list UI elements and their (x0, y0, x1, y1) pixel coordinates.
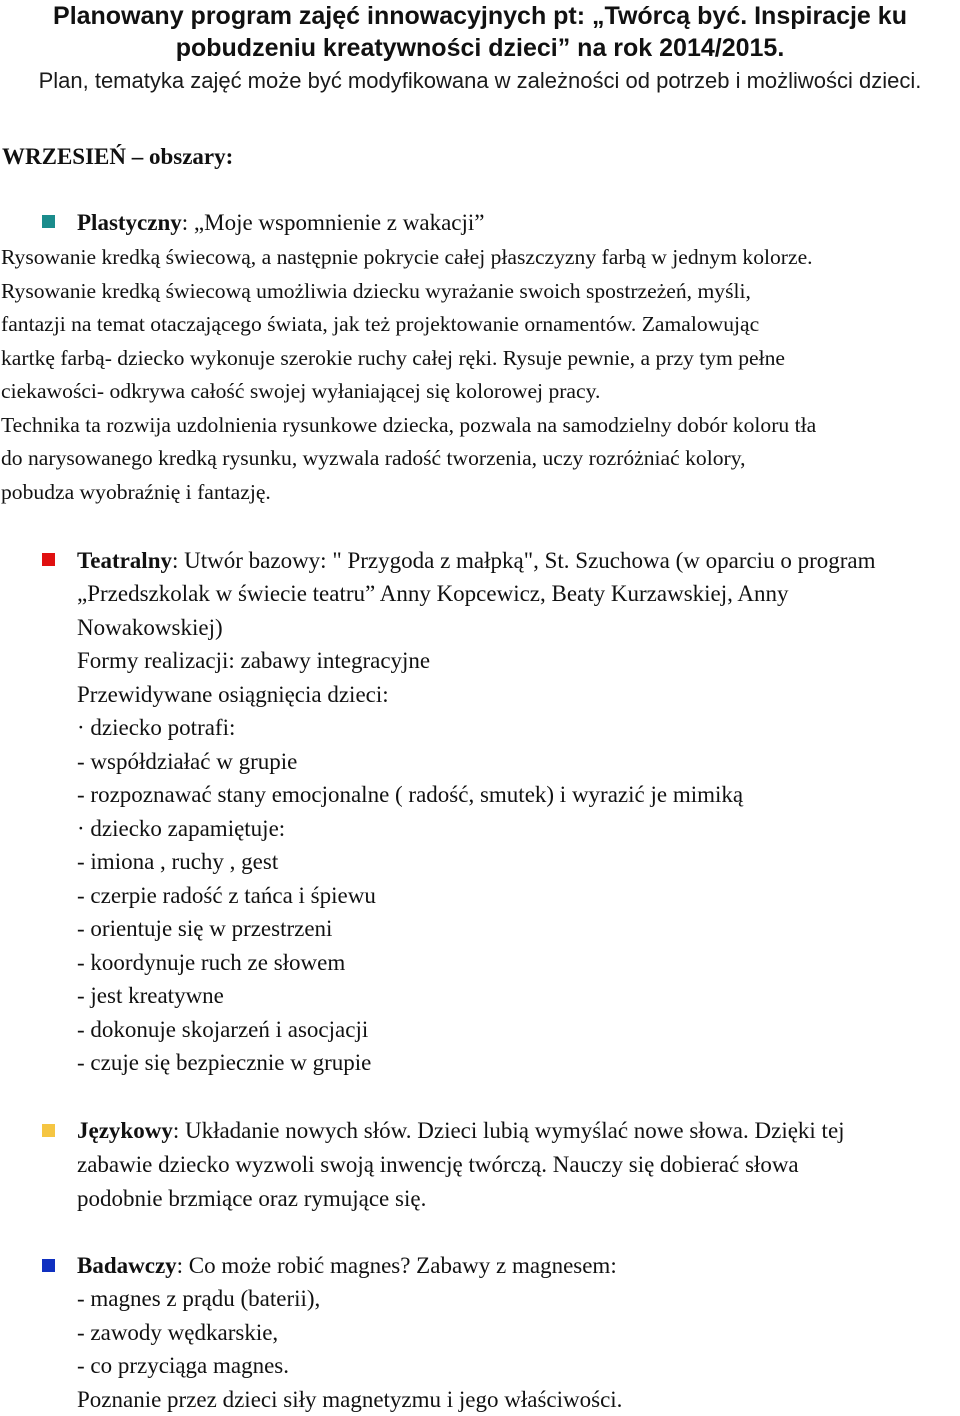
teatralny-details (77, 577, 959, 1080)
paragraph-line: „Przedszkolak w świecie teatru” Anny Kopcewicz, Beaty Kurzawskiej, Anny (77, 581, 789, 606)
square-bullet-icon (42, 1124, 55, 1137)
teatralny-label: Teatralny (77, 548, 172, 573)
paragraph-line: pobudza wyobraźnię i fantazję. (1, 479, 271, 504)
paragraph-line: Technika ta rozwija uzdolnienia rysunkowe dziecka, pozwala na samodzielny dobór koloru tła (1, 412, 817, 437)
list-item: - czuje się bezpiecznie w grupie (77, 1050, 372, 1075)
paragraph-line: Rysowanie kredką świecową umożliwia dziecku wyrażanie swoich spostrzeżeń, myśli, (1, 278, 751, 303)
paragraph-line: Przewidywane osiągnięcia dzieci: (77, 681, 389, 707)
plastyczny-heading (77, 206, 485, 240)
paragraph-line: fantazji na temat otaczającego świata, jak też projektowanie ornamentów. Zamalowując (1, 312, 760, 336)
badawczy-topic: : Co może robić magnes? Zabawy z magnesem: (176, 1253, 617, 1278)
badawczy-details (77, 1282, 959, 1416)
jezykowy-heading (77, 1114, 845, 1148)
document-subtitle: Plan, tematyka zajęć może być modyfikowana w zależności od potrzeb i możliwości dzieci. (38, 68, 922, 93)
teatralny-topic: : Utwór bazowy: " Przygoda z małpką", St. Szuchowa (w oparciu o program (172, 548, 876, 573)
paragraph-line: Nowakowskiej) (77, 614, 223, 640)
square-bullet-icon (42, 553, 55, 566)
badawczy-heading (77, 1249, 617, 1283)
plastyczny-label: Plastyczny (77, 210, 182, 235)
list-item: - współdziałać w grupie (77, 748, 298, 774)
title-line-2: pobudzeniu kreatywności dzieci” na rok 2014/2015. (175, 34, 785, 62)
paragraph-line: kartkę farbą- dziecko wykonuje szerokie ruchy całej ręki. Rysuje pewnie, a przy tym pełne (1, 345, 785, 370)
jezykowy-topic: : Układanie nowych słów. Dzieci lubią wymyślać nowe słowa. Dzięki tej (172, 1118, 845, 1143)
jezykowy-details (77, 1148, 959, 1215)
paragraph-line: ciekawości- odkrywa całość swojej wyłaniającej się kolorowej pracy. (1, 379, 601, 403)
paragraph-line: do narysowanego kredką rysunku, wyzwala radość tworzenia, uczy rozróżniać kolory, (1, 446, 746, 470)
month-heading: WRZESIEŃ – obszary: (2, 144, 234, 169)
list-item: - co przyciąga magnes. (77, 1353, 290, 1378)
document-title (0, 0, 960, 64)
paragraph-line: Rysowanie kredką świecową, a następnie pokrycie całej płaszczyzny farbą w jednym kolorze. (1, 245, 813, 269)
list-item: - rozpoznawać stany emocjonalne ( radość, smutek) i wyrazić je mimiką (77, 782, 744, 807)
paragraph-line: Formy realizacji: zabawy integracyjne (77, 648, 431, 673)
plastyczny-topic: : „Moje wspomnienie z wakacji” (181, 210, 485, 235)
square-bullet-icon (42, 1259, 55, 1272)
list-item: - imiona , ruchy , gest (77, 849, 279, 874)
list-item: · dziecko zapamiętuje: (77, 815, 286, 841)
title-line-1: Planowany program zajęć innowacyjnych pt: „Twórcą być. Inspiracje ku (53, 2, 907, 30)
list-item: - czerpie radość z tańca i śpiewu (77, 882, 376, 908)
list-item: - koordynuje ruch ze słowem (77, 949, 346, 975)
paragraph-line: zabawie dziecko wyzwoli swoją inwencję twórczą. Nauczy się dobierać słowa (77, 1152, 799, 1177)
list-item: - dokonuje skojarzeń i asocjacji (77, 1016, 369, 1042)
jezykowy-label: Językowy (77, 1118, 173, 1143)
list-item: - orientuje się w przestrzeni (77, 916, 333, 941)
badawczy-label: Badawczy (77, 1253, 177, 1278)
paragraph-line: Poznanie przez dzieci siły magnetyzmu i jego właściwości. (77, 1386, 623, 1412)
paragraph-line: podobnie brzmiące oraz rymujące się. (77, 1185, 427, 1211)
square-bullet-icon (42, 215, 55, 228)
list-item: - zawody wędkarskie, (77, 1319, 279, 1345)
list-item: - magnes z prądu (baterii), (77, 1286, 321, 1311)
teatralny-heading (77, 544, 876, 578)
plastyczny-description (1, 241, 959, 509)
list-item: - jest kreatywne (77, 983, 224, 1008)
list-item: · dziecko potrafi: (77, 715, 236, 740)
